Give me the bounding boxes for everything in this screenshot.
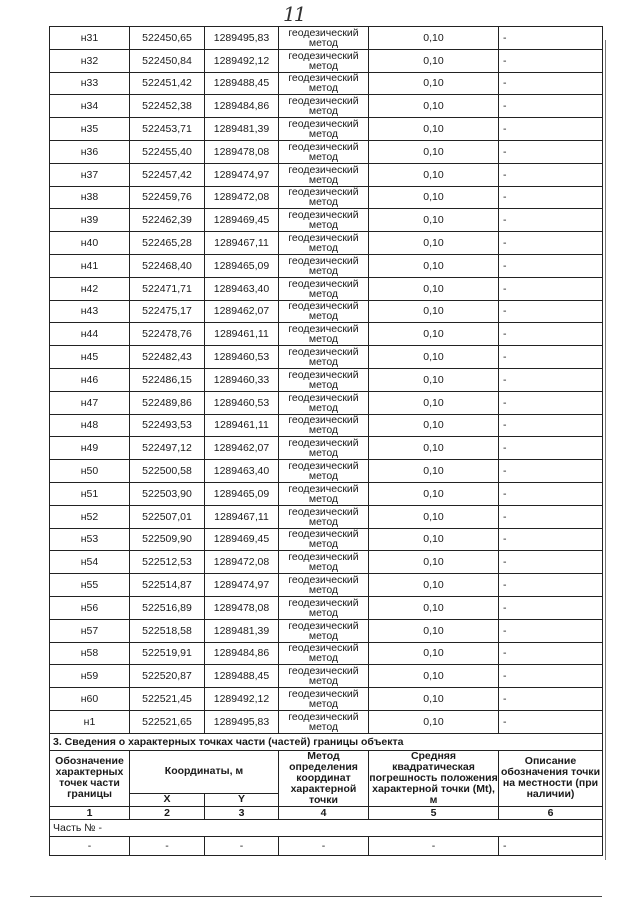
header-y: Y xyxy=(205,793,279,806)
blank-cell-5: - xyxy=(369,836,499,855)
method-cell: геодезический метод xyxy=(279,688,369,711)
coord-y-cell: 1289472,08 xyxy=(205,551,279,574)
mt-value-cell: 0,10 xyxy=(369,665,499,688)
method-cell: геодезический метод xyxy=(279,346,369,369)
point-name-cell: н40 xyxy=(50,232,130,255)
header-x: X xyxy=(130,793,205,806)
method-cell: геодезический метод xyxy=(279,232,369,255)
header-coords: Координаты, м xyxy=(130,750,279,793)
points-rows xyxy=(50,27,603,734)
method-cell: геодезический метод xyxy=(279,323,369,346)
description-cell: - xyxy=(499,596,603,619)
mt-value-cell: 0,10 xyxy=(369,186,499,209)
mt-value-cell: 0,10 xyxy=(369,619,499,642)
coord-y-cell: 1289474,97 xyxy=(205,574,279,597)
mt-value-cell: 0,10 xyxy=(369,323,499,346)
table-row xyxy=(50,186,603,209)
point-name-cell: н55 xyxy=(50,574,130,597)
point-name-cell: н45 xyxy=(50,346,130,369)
description-cell: - xyxy=(499,254,603,277)
mt-value-cell: 0,10 xyxy=(369,596,499,619)
description-cell: - xyxy=(499,505,603,528)
coord-y-cell: 1289461,11 xyxy=(205,323,279,346)
method-cell: геодезический метод xyxy=(279,710,369,733)
coord-x-cell: 522521,65 xyxy=(130,710,205,733)
mt-value-cell: 0,10 xyxy=(369,346,499,369)
table-row xyxy=(50,163,603,186)
coord-x-cell: 522459,76 xyxy=(130,186,205,209)
coord-y-cell: 1289495,83 xyxy=(205,27,279,50)
description-cell: - xyxy=(499,49,603,72)
mt-value-cell: 0,10 xyxy=(369,209,499,232)
part-label: Часть № - xyxy=(50,819,603,836)
coord-x-cell: 522519,91 xyxy=(130,642,205,665)
coord-y-cell: 1289461,11 xyxy=(205,414,279,437)
method-cell: геодезический метод xyxy=(279,95,369,118)
point-name-cell: н41 xyxy=(50,254,130,277)
blank-cell-6: - xyxy=(499,836,603,855)
table-row xyxy=(50,95,603,118)
point-name-cell: н54 xyxy=(50,551,130,574)
mt-value-cell: 0,10 xyxy=(369,482,499,505)
coord-y-cell: 1289462,07 xyxy=(205,300,279,323)
margin-line xyxy=(605,40,606,860)
coord-y-cell: 1289462,07 xyxy=(205,437,279,460)
description-cell: - xyxy=(499,300,603,323)
description-cell: - xyxy=(499,688,603,711)
mt-value-cell: 0,10 xyxy=(369,551,499,574)
coord-y-cell: 1289492,12 xyxy=(205,688,279,711)
method-cell: геодезический метод xyxy=(279,277,369,300)
description-cell: - xyxy=(499,72,603,95)
table-row xyxy=(50,505,603,528)
coord-y-cell: 1289472,08 xyxy=(205,186,279,209)
description-cell: - xyxy=(499,528,603,551)
table-row xyxy=(50,414,603,437)
point-name-cell: н51 xyxy=(50,482,130,505)
coord-y-cell: 1289495,83 xyxy=(205,710,279,733)
mt-value-cell: 0,10 xyxy=(369,49,499,72)
coord-y-cell: 1289465,09 xyxy=(205,254,279,277)
coord-x-cell: 522500,58 xyxy=(130,460,205,483)
point-name-cell: н43 xyxy=(50,300,130,323)
description-cell: - xyxy=(499,437,603,460)
coord-y-cell: 1289465,09 xyxy=(205,482,279,505)
coord-y-cell: 1289481,39 xyxy=(205,619,279,642)
description-cell: - xyxy=(499,642,603,665)
coord-x-cell: 522493,53 xyxy=(130,414,205,437)
method-cell: геодезический метод xyxy=(279,505,369,528)
coord-y-cell: 1289463,40 xyxy=(205,460,279,483)
coord-x-cell: 522507,01 xyxy=(130,505,205,528)
coord-x-cell: 522453,71 xyxy=(130,118,205,141)
blank-cell-2: - xyxy=(130,836,205,855)
coord-y-cell: 1289478,08 xyxy=(205,140,279,163)
point-name-cell: н32 xyxy=(50,49,130,72)
mt-value-cell: 0,10 xyxy=(369,688,499,711)
col-num-2: 2 xyxy=(130,806,205,819)
method-cell: геодезический метод xyxy=(279,254,369,277)
description-cell: - xyxy=(499,232,603,255)
description-cell: - xyxy=(499,95,603,118)
point-name-cell: н42 xyxy=(50,277,130,300)
mt-value-cell: 0,10 xyxy=(369,460,499,483)
point-name-cell: н56 xyxy=(50,596,130,619)
coord-x-cell: 522450,84 xyxy=(130,49,205,72)
point-name-cell: н39 xyxy=(50,209,130,232)
method-cell: геодезический метод xyxy=(279,482,369,505)
description-cell: - xyxy=(499,27,603,50)
header-mt: Средняя квадратическая погрешность положения характерной точки (Mt), м xyxy=(369,750,498,806)
mt-value-cell: 0,10 xyxy=(369,710,499,733)
page-number: 11 xyxy=(283,2,305,26)
method-cell: геодезический метод xyxy=(279,619,369,642)
description-cell: - xyxy=(499,391,603,414)
table-row xyxy=(50,277,603,300)
blank-cell-1: - xyxy=(50,836,130,855)
method-cell: геодезический метод xyxy=(279,27,369,50)
table-row xyxy=(50,482,603,505)
description-cell: - xyxy=(499,619,603,642)
coord-y-cell: 1289469,45 xyxy=(205,209,279,232)
coord-x-cell: 522451,42 xyxy=(130,72,205,95)
method-cell: геодезический метод xyxy=(279,186,369,209)
col-num-1: 1 xyxy=(50,806,130,819)
table-row xyxy=(50,528,603,551)
table-row xyxy=(50,710,603,733)
coord-y-cell: 1289481,39 xyxy=(205,118,279,141)
table-row xyxy=(50,551,603,574)
table-row xyxy=(50,437,603,460)
method-cell: геодезический метод xyxy=(279,72,369,95)
method-cell: геодезический метод xyxy=(279,118,369,141)
point-name-cell: н31 xyxy=(50,27,130,50)
table-row xyxy=(50,254,603,277)
table-row xyxy=(50,140,603,163)
description-cell: - xyxy=(499,368,603,391)
mt-value-cell: 0,10 xyxy=(369,72,499,95)
mt-value-cell: 0,10 xyxy=(369,232,499,255)
coord-x-cell: 522455,40 xyxy=(130,140,205,163)
coord-x-cell: 522462,39 xyxy=(130,209,205,232)
mt-value-cell: 0,10 xyxy=(369,528,499,551)
coord-x-cell: 522478,76 xyxy=(130,323,205,346)
coord-x-cell: 522468,40 xyxy=(130,254,205,277)
section-3-title: 3. Сведения о характерных точках части (частей) границы объекта xyxy=(50,733,603,750)
table-row xyxy=(50,346,603,369)
coord-y-cell: 1289474,97 xyxy=(205,163,279,186)
coord-y-cell: 1289467,11 xyxy=(205,505,279,528)
method-cell: геодезический метод xyxy=(279,300,369,323)
table-row xyxy=(50,49,603,72)
coord-x-cell: 522489,86 xyxy=(130,391,205,414)
description-cell: - xyxy=(499,209,603,232)
coord-x-cell: 522514,87 xyxy=(130,574,205,597)
point-name-cell: н60 xyxy=(50,688,130,711)
table-row xyxy=(50,27,603,50)
coord-x-cell: 522520,87 xyxy=(130,665,205,688)
point-name-cell: н37 xyxy=(50,163,130,186)
table-row xyxy=(50,688,603,711)
table-row xyxy=(50,391,603,414)
point-name-cell: н1 xyxy=(50,710,130,733)
coord-x-cell: 522518,58 xyxy=(130,619,205,642)
description-cell: - xyxy=(499,186,603,209)
table-row xyxy=(50,596,603,619)
table-row xyxy=(50,642,603,665)
method-cell: геодезический метод xyxy=(279,163,369,186)
header-point: Обозначение характерных точек части границы xyxy=(50,750,130,806)
mt-value-cell: 0,10 xyxy=(369,300,499,323)
table-row xyxy=(50,665,603,688)
mt-value-cell: 0,10 xyxy=(369,27,499,50)
blank-cell-3: - xyxy=(205,836,279,855)
mt-value-cell: 0,10 xyxy=(369,95,499,118)
table-row xyxy=(50,232,603,255)
point-name-cell: н33 xyxy=(50,72,130,95)
coord-y-cell: 1289463,40 xyxy=(205,277,279,300)
col-num-6: 6 xyxy=(499,806,603,819)
method-cell: геодезический метод xyxy=(279,460,369,483)
header-method: Метод определения координат характерной точки xyxy=(279,750,369,806)
point-name-cell: н50 xyxy=(50,460,130,483)
coord-x-cell: 522475,17 xyxy=(130,300,205,323)
coord-y-cell: 1289488,45 xyxy=(205,72,279,95)
table-row xyxy=(50,619,603,642)
coord-y-cell: 1289467,11 xyxy=(205,232,279,255)
coord-y-cell: 1289478,08 xyxy=(205,596,279,619)
coord-y-cell: 1289469,45 xyxy=(205,528,279,551)
point-name-cell: н34 xyxy=(50,95,130,118)
description-cell: - xyxy=(499,482,603,505)
header-desc: Описание обозначения точки на местности (при наличии) xyxy=(499,750,603,806)
point-name-cell: н47 xyxy=(50,391,130,414)
coord-x-cell: 522509,90 xyxy=(130,528,205,551)
blank-cell-4: - xyxy=(279,836,369,855)
method-cell: геодезический метод xyxy=(279,528,369,551)
mt-value-cell: 0,10 xyxy=(369,277,499,300)
coord-y-cell: 1289484,86 xyxy=(205,95,279,118)
bottom-rule xyxy=(30,896,602,897)
col-num-3: 3 xyxy=(205,806,279,819)
coord-x-cell: 522516,89 xyxy=(130,596,205,619)
method-cell: геодезический метод xyxy=(279,551,369,574)
method-cell: геодезический метод xyxy=(279,368,369,391)
description-cell: - xyxy=(499,346,603,369)
point-name-cell: н49 xyxy=(50,437,130,460)
coord-y-cell: 1289488,45 xyxy=(205,665,279,688)
method-cell: геодезический метод xyxy=(279,574,369,597)
coord-x-cell: 522503,90 xyxy=(130,482,205,505)
point-name-cell: н57 xyxy=(50,619,130,642)
section-3 xyxy=(50,733,603,855)
point-name-cell: н53 xyxy=(50,528,130,551)
coord-x-cell: 522457,42 xyxy=(130,163,205,186)
coord-y-cell: 1289460,53 xyxy=(205,391,279,414)
coord-x-cell: 522465,28 xyxy=(130,232,205,255)
description-cell: - xyxy=(499,574,603,597)
method-cell: геодезический метод xyxy=(279,642,369,665)
table-row xyxy=(50,72,603,95)
table-row xyxy=(50,368,603,391)
coord-x-cell: 522486,15 xyxy=(130,368,205,391)
description-cell: - xyxy=(499,163,603,186)
description-cell: - xyxy=(499,323,603,346)
point-name-cell: н36 xyxy=(50,140,130,163)
mt-value-cell: 0,10 xyxy=(369,254,499,277)
method-cell: геодезический метод xyxy=(279,49,369,72)
col-num-4: 4 xyxy=(279,806,369,819)
mt-value-cell: 0,10 xyxy=(369,118,499,141)
mt-value-cell: 0,10 xyxy=(369,414,499,437)
description-cell: - xyxy=(499,665,603,688)
description-cell: - xyxy=(499,460,603,483)
method-cell: геодезический метод xyxy=(279,665,369,688)
point-name-cell: н38 xyxy=(50,186,130,209)
coord-y-cell: 1289460,53 xyxy=(205,346,279,369)
coord-y-cell: 1289492,12 xyxy=(205,49,279,72)
table-row xyxy=(50,209,603,232)
table-row xyxy=(50,574,603,597)
coord-x-cell: 522450,65 xyxy=(130,27,205,50)
description-cell: - xyxy=(499,414,603,437)
description-cell: - xyxy=(499,118,603,141)
mt-value-cell: 0,10 xyxy=(369,368,499,391)
coord-x-cell: 522512,53 xyxy=(130,551,205,574)
point-name-cell: н48 xyxy=(50,414,130,437)
col-num-5: 5 xyxy=(369,806,499,819)
table-row xyxy=(50,300,603,323)
point-name-cell: н44 xyxy=(50,323,130,346)
table-row xyxy=(50,118,603,141)
description-cell: - xyxy=(499,710,603,733)
method-cell: геодезический метод xyxy=(279,209,369,232)
mt-value-cell: 0,10 xyxy=(369,163,499,186)
mt-value-cell: 0,10 xyxy=(369,140,499,163)
mt-value-cell: 0,10 xyxy=(369,505,499,528)
method-cell: геодезический метод xyxy=(279,140,369,163)
coord-x-cell: 522497,12 xyxy=(130,437,205,460)
description-cell: - xyxy=(499,140,603,163)
point-name-cell: н59 xyxy=(50,665,130,688)
coord-x-cell: 522482,43 xyxy=(130,346,205,369)
point-name-cell: н35 xyxy=(50,118,130,141)
table-row xyxy=(50,323,603,346)
description-cell: - xyxy=(499,551,603,574)
coordinates-table xyxy=(49,26,603,856)
coord-x-cell: 522521,45 xyxy=(130,688,205,711)
point-name-cell: н58 xyxy=(50,642,130,665)
method-cell: геодезический метод xyxy=(279,437,369,460)
coord-y-cell: 1289460,33 xyxy=(205,368,279,391)
coord-x-cell: 522471,71 xyxy=(130,277,205,300)
point-name-cell: н46 xyxy=(50,368,130,391)
coord-y-cell: 1289484,86 xyxy=(205,642,279,665)
description-cell: - xyxy=(499,277,603,300)
mt-value-cell: 0,10 xyxy=(369,437,499,460)
method-cell: геодезический метод xyxy=(279,414,369,437)
coord-x-cell: 522452,38 xyxy=(130,95,205,118)
method-cell: геодезический метод xyxy=(279,596,369,619)
point-name-cell: н52 xyxy=(50,505,130,528)
table-row xyxy=(50,460,603,483)
method-cell: геодезический метод xyxy=(279,391,369,414)
mt-value-cell: 0,10 xyxy=(369,642,499,665)
mt-value-cell: 0,10 xyxy=(369,391,499,414)
mt-value-cell: 0,10 xyxy=(369,574,499,597)
